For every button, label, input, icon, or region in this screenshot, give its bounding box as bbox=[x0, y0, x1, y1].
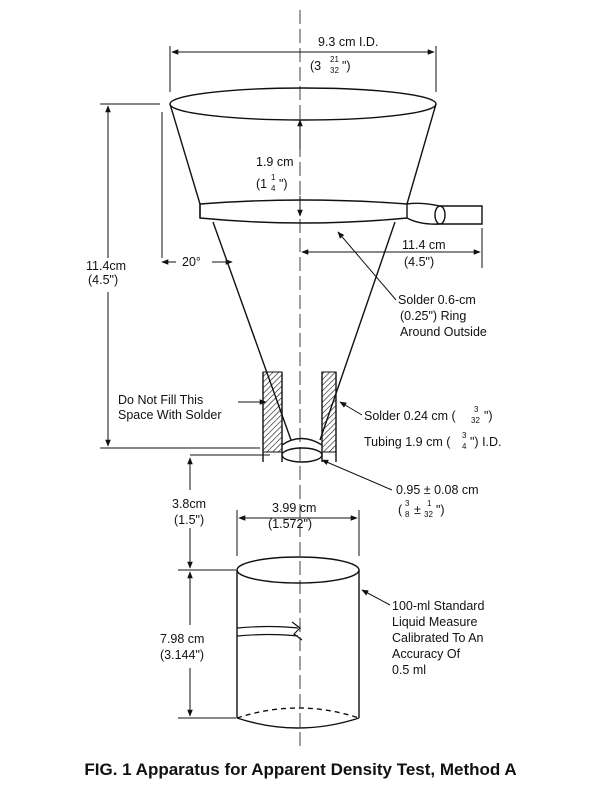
orifice-label: 0.95 ± 0.08 cm bbox=[396, 483, 479, 497]
side-height-imperial: (4.5") bbox=[404, 255, 435, 269]
orifice-imperial-a-num: 3 bbox=[405, 499, 410, 508]
top-width-imperial-den: 32 bbox=[330, 66, 339, 75]
no-fill-line-1: Do Not Fill This bbox=[118, 393, 204, 407]
orifice-imperial-prefix: ( bbox=[398, 503, 403, 517]
cup-width-imperial: (1.572") bbox=[268, 517, 313, 531]
measure-line-3: Calibrated To An bbox=[392, 631, 484, 645]
figure-caption: FIG. 1 Apparatus for Apparent Density Test, Method A bbox=[84, 760, 517, 779]
no-fill-line-2: Space With Solder bbox=[118, 408, 222, 422]
tubing-num: 3 bbox=[462, 431, 467, 440]
solder-small-num: 3 bbox=[474, 405, 479, 414]
orifice-imperial-pm: ± bbox=[414, 503, 421, 517]
rim-height-imperial-prefix: (1 bbox=[256, 177, 268, 191]
side-height-label: 11.4 cm bbox=[402, 238, 446, 252]
orifice-imperial-b-den: 32 bbox=[424, 510, 433, 519]
measure-line-5: 0.5 ml bbox=[392, 663, 427, 677]
top-width-imperial-num: 21 bbox=[330, 55, 339, 64]
solder-hatch-right bbox=[322, 372, 336, 452]
tubing-prefix: Tubing 1.9 cm ( bbox=[364, 435, 451, 449]
top-width-label: 9.3 cm I.D. bbox=[318, 35, 379, 49]
solder-ring bbox=[200, 200, 407, 223]
solder-hatch-left bbox=[263, 372, 282, 452]
gap-imperial: (1.5") bbox=[174, 513, 205, 527]
tubing-suffix: ") I.D. bbox=[470, 435, 502, 449]
orifice-imperial-b-num: 1 bbox=[427, 499, 432, 508]
orifice-imperial-suffix: ") bbox=[436, 503, 445, 517]
top-width-imperial-prefix: (3 bbox=[310, 59, 322, 73]
measure-line-2: Liquid Measure bbox=[392, 615, 478, 629]
rim-height-imperial-num: 1 bbox=[271, 173, 276, 182]
nozzle-outlet bbox=[282, 448, 322, 462]
funnel-upper-right-wall bbox=[407, 104, 436, 204]
rim-height-imperial-den: 4 bbox=[271, 184, 276, 193]
overall-height-label: 11.4cm bbox=[86, 259, 127, 273]
solder-ring-line-3: Around Outside bbox=[400, 325, 487, 339]
cup-height-label: 7.98 cm bbox=[160, 632, 205, 646]
overall-height-imperial: (4.5") bbox=[88, 273, 119, 287]
measure-line-4: Accuracy Of bbox=[392, 647, 461, 661]
gap-label: 3.8cm bbox=[172, 497, 207, 511]
tubing-den: 4 bbox=[462, 442, 467, 451]
solder-small-den: 32 bbox=[471, 416, 480, 425]
solder-ring-line-2: (0.25") Ring bbox=[400, 309, 467, 323]
cup-width-label: 3.99 cm bbox=[272, 501, 317, 515]
funnel-rim bbox=[170, 88, 436, 120]
cup-height-imperial: (3.144") bbox=[160, 648, 205, 662]
orifice-imperial-a-den: 8 bbox=[405, 510, 410, 519]
solder-small-suffix: ") bbox=[484, 409, 493, 423]
funnel-upper-left-wall bbox=[170, 104, 200, 204]
measure-line-1: 100-ml Standard bbox=[392, 599, 485, 613]
cup-top bbox=[237, 557, 359, 583]
solder-small-prefix: Solder 0.24 cm ( bbox=[364, 409, 456, 423]
rim-height-imperial-suffix: ") bbox=[279, 177, 288, 191]
top-width-imperial-suffix: ") bbox=[342, 59, 351, 73]
solder-ring-line-1: Solder 0.6-cm bbox=[398, 293, 476, 307]
angle-label: 20° bbox=[182, 255, 201, 269]
side-tube-end bbox=[435, 206, 445, 224]
rim-height-label: 1.9 cm bbox=[256, 155, 294, 169]
